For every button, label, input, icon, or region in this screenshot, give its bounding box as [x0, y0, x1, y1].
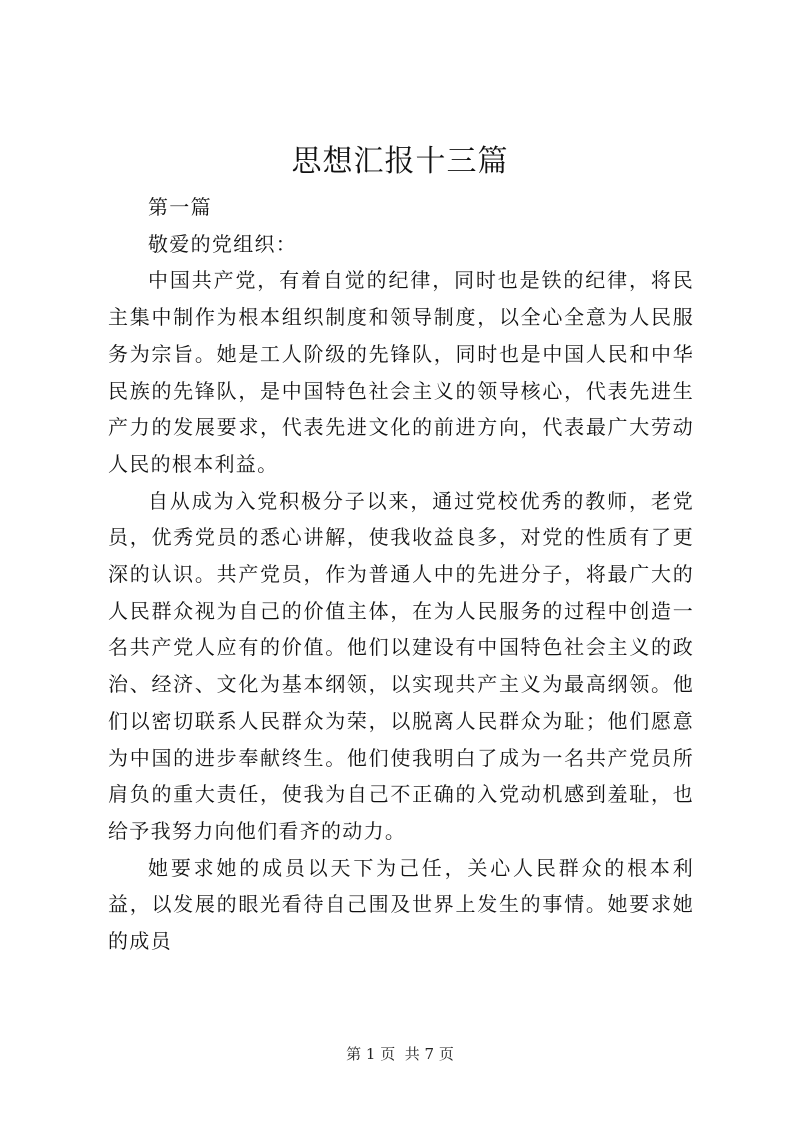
section-heading: 第一篇	[148, 195, 212, 219]
salutation: 敬爱的党组织：	[148, 231, 298, 256]
paragraph: 中国共产党，有着自觉的纪律，同时也是铁的纪律，将民主集中制作为根本组织制度和领导制度，以全心全意为人民服务为宗旨。她是工人阶级的先锋队，同时也是中国人民和中华民族的先锋队，是中国特色社会主义的领导核心，代表先进生产力的发展要求，代表先进文化的前进方向，代表最广大劳动人民的根本利益。	[108, 268, 694, 476]
paragraph: 她要求她的成员以天下为己任，关心人民群众的根本利益，以发展的眼光看待自己围及世界上发生的事情。她要求她的成员	[108, 855, 694, 954]
paragraph: 自从成为入党积极分子以来，通过党校优秀的教师，老党员，优秀党员的悉心讲解，使我收益良多，对党的性质有了更深的认识。共产党员，作为普通人中的先进分子，将最广大的人民群众视为自己的价值主体，在为人民服务的过程中创造一名共产党人应有的价值。他们以建设有中国特色社会主义的政治、经济、文化为基本纲领，以实现共产主义为最高纲领。他们以密切联系人民群众为荣，以脱离人民群众为耻；他们愿意为中国的进步奉献终生。他们使我明白了成为一名共产党员所肩负的重大责任，使我为自己不正确的入党动机感到羞耻，也给予我努力向他们看齐的动力。	[108, 488, 694, 843]
page-total: 共 7 页	[404, 1045, 454, 1063]
document-body	[108, 189, 694, 960]
page-footer	[0, 1044, 800, 1064]
document-title: 思想汇报十三篇	[291, 144, 509, 179]
page-number: 第 1 页	[346, 1045, 396, 1063]
